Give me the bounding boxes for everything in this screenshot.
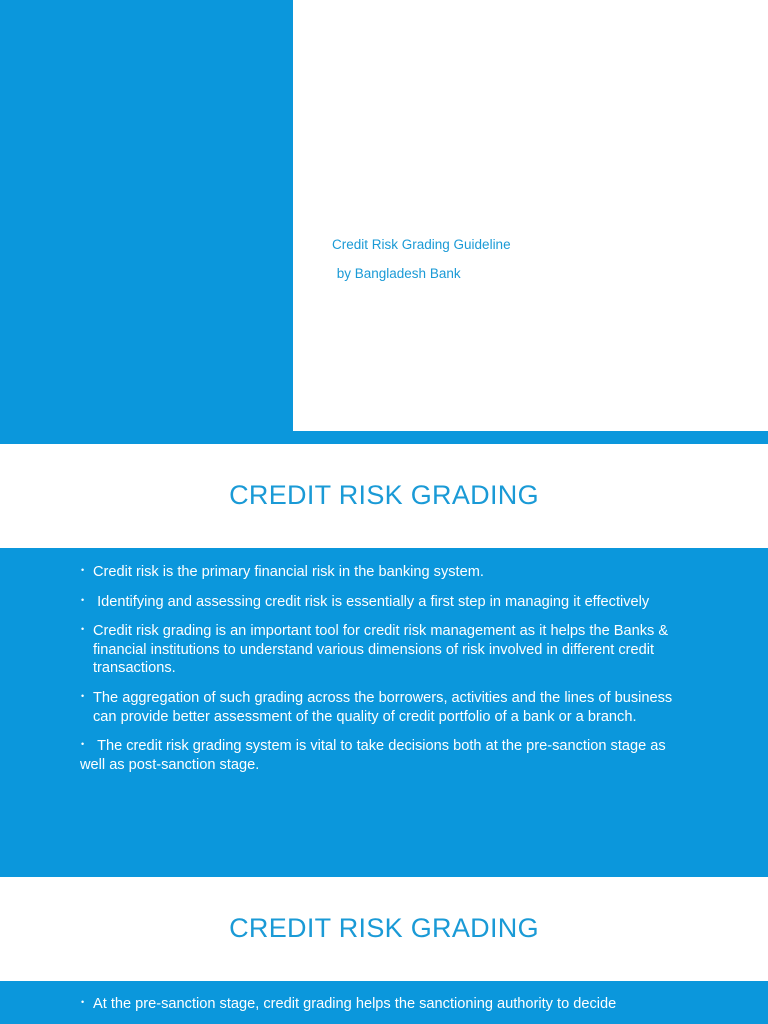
list-item: • The credit risk grading system is vital to take decisions both at the pre-sanction stage as well as post-sanction stage. bbox=[80, 738, 670, 773]
bullet-icon: • bbox=[81, 997, 85, 1007]
bullet-icon: • bbox=[81, 624, 85, 635]
slide3-bullet-list bbox=[80, 995, 692, 1024]
slide3-heading: CREDIT RISK GRADING bbox=[229, 913, 539, 943]
slide2-heading: CREDIT RISK GRADING bbox=[229, 480, 539, 510]
slide-title: Credit Risk Grading Guideline bbox=[332, 237, 511, 252]
slide2-bullet-list bbox=[80, 563, 692, 785]
list-item: • The aggregation of such grading across the borrowers, activities and the lines of business can provide better assessment of the quality of credit portfolio of a bank or a branch. bbox=[81, 689, 673, 725]
list-item: • Credit risk grading is an important tool for credit risk management as it helps the Banks & financial institutions to understand various dimensions of risk involved in different credit transactions. bbox=[81, 623, 669, 677]
title-slide-white-panel bbox=[293, 0, 768, 431]
slide-subtitle: by Bangladesh Bank bbox=[333, 266, 461, 281]
list-item: • Identifying and assessing credit risk is essentially a first step in managing it effectively bbox=[81, 593, 650, 610]
title-slide bbox=[0, 0, 768, 444]
list-item: • At the pre-sanction stage, credit grading helps the sanctioning authority to decide bbox=[81, 996, 617, 1012]
bullet-icon: • bbox=[81, 594, 85, 605]
bullet-icon: • bbox=[81, 690, 85, 701]
slide2-content bbox=[0, 548, 768, 877]
bullet-icon: • bbox=[81, 739, 85, 750]
list-item: • Credit risk is the primary financial risk in the banking system. bbox=[81, 564, 484, 580]
slide3-content bbox=[0, 981, 768, 1024]
bullet-icon: • bbox=[81, 565, 85, 575]
